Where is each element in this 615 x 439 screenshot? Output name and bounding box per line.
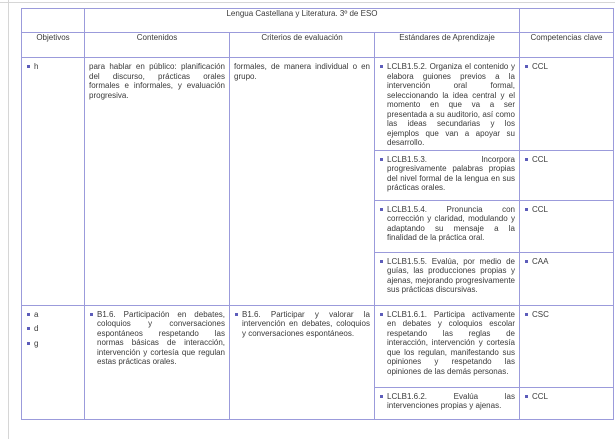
item-text: LCLB1.5.3. Incorpora progresivamente palabras propias del nivel formal de la lengua en sus prácticas orales. — [387, 154, 515, 192]
item-text: formales, de manera individual o en grupo. — [234, 62, 370, 81]
contenidos-cell — [85, 58, 230, 306]
criterios-cell — [230, 58, 375, 306]
list-item — [26, 310, 80, 320]
item-text: CCL — [532, 154, 549, 164]
list-item — [26, 324, 80, 334]
square-bullet-icon — [379, 205, 387, 243]
square-bullet-icon — [234, 310, 242, 339]
col-header-contenidos: Contenidos — [85, 33, 230, 58]
criterios-cell — [230, 305, 375, 419]
col-header-objetivos: Objetivos — [22, 33, 85, 58]
table-row — [22, 305, 614, 387]
page-edge-top-line — [0, 2, 615, 3]
list-item — [524, 62, 609, 72]
item-text: a — [34, 309, 39, 319]
list-item — [524, 257, 609, 267]
square-bullet-icon — [26, 324, 34, 334]
list-item — [524, 205, 609, 215]
list-item — [379, 257, 515, 295]
square-bullet-icon — [524, 155, 532, 165]
item-text: LCLB1.5.5. Evalúa, por medio de guías, las producciones propias y ajenas, mejorando progresivamente sus prácticas discursivas. — [387, 256, 515, 294]
square-bullet-icon — [379, 257, 387, 295]
item-text: CCL — [532, 62, 549, 71]
competencia-cell — [520, 305, 614, 387]
list-item — [379, 310, 515, 377]
list-item — [379, 62, 515, 148]
item-text: h — [34, 62, 39, 71]
col-header-competencias: Competencias clave — [520, 33, 614, 58]
objetivos-cell — [22, 58, 85, 306]
square-bullet-icon — [524, 310, 532, 320]
item-text: LCLB1.5.2. Organiza el contenido y elabora guiones previos a la intervención oral formal, seleccionando la idea central y el momento en que va a ser presentada a su auditorio, así como las ideas secundarias y los ejemplos que van a apoyar su desarrollo. — [387, 62, 515, 147]
item-text: para hablar en público: planificación del discurso, prácticas orales formales e informales, y evaluación progresiva. — [89, 62, 225, 100]
square-bullet-icon — [26, 62, 34, 72]
table-title: Lengua Castellana y Literatura. 3º de ESO — [85, 9, 520, 33]
square-bullet-icon — [379, 155, 387, 193]
item-text: LCLB1.6.2. Evalúa las intervenciones propias y ajenas. — [387, 391, 515, 410]
list-item — [26, 62, 80, 72]
estandar-cell — [375, 252, 520, 305]
table-row — [22, 58, 614, 151]
list-item — [379, 205, 515, 243]
competencia-cell — [520, 150, 614, 200]
item-text: CSC — [532, 309, 549, 319]
list-item — [379, 392, 515, 411]
square-bullet-icon — [89, 310, 97, 367]
list-item — [524, 155, 609, 165]
square-bullet-icon — [379, 62, 387, 148]
list-item — [379, 155, 515, 193]
item-text: LCLB1.6.1. Participa activamente en debates y coloquios escolar respetando las reglas de interacción, intervención y cortesía que los regulan, manifestando sus opiniones y respetando las opiniones de las demás personas. — [387, 309, 515, 376]
contenidos-cell — [85, 305, 230, 419]
item-text: B1.6. Participar y valorar la intervención en debates, coloquios y conversaciones espontáneos. — [242, 309, 370, 338]
square-bullet-icon — [26, 310, 34, 320]
square-bullet-icon — [524, 62, 532, 72]
estandar-cell — [375, 387, 520, 419]
item-text: d — [34, 324, 39, 333]
title-row-empty-left — [22, 9, 85, 33]
list-item — [524, 310, 609, 320]
competencia-cell — [520, 252, 614, 305]
col-header-criterios: Criterios de evaluación — [230, 33, 375, 58]
col-header-estandares: Estándares de Aprendizaje — [375, 33, 520, 58]
column-header-row — [22, 33, 614, 58]
item-text: CAA — [532, 256, 549, 266]
estandar-cell — [375, 150, 520, 200]
item-text: CCL — [532, 391, 549, 401]
objetivos-cell — [22, 305, 85, 419]
square-bullet-icon — [524, 205, 532, 215]
competencia-cell — [520, 58, 614, 151]
competencia-cell — [520, 200, 614, 252]
estandar-cell — [375, 305, 520, 387]
item-text: CCL — [532, 204, 549, 214]
item-text: LCLB1.5.4. Pronuncia con corrección y claridad, modulando y adaptando su mensaje a la finalidad de la práctica oral. — [387, 204, 515, 242]
list-item — [89, 310, 225, 367]
item-text: B1.6. Participación en debates, coloquios y conversaciones espontáneos respetando las normas básicas de interacción, intervención y cortesía que regulan estas prácticas orales. — [97, 309, 225, 366]
page-edge-left-line — [8, 0, 9, 439]
list-item — [26, 339, 80, 349]
estandar-cell — [375, 200, 520, 252]
table-title-row — [22, 9, 614, 33]
square-bullet-icon — [524, 257, 532, 267]
table-body — [22, 58, 614, 420]
square-bullet-icon — [379, 310, 387, 377]
curriculum-table — [21, 8, 614, 420]
estandar-cell — [375, 58, 520, 151]
square-bullet-icon — [524, 392, 532, 402]
square-bullet-icon — [379, 392, 387, 411]
square-bullet-icon — [26, 339, 34, 349]
item-text: g — [34, 338, 39, 348]
list-item — [234, 310, 370, 339]
title-row-empty-right — [520, 9, 614, 33]
list-item — [524, 392, 609, 402]
competencia-cell — [520, 387, 614, 419]
